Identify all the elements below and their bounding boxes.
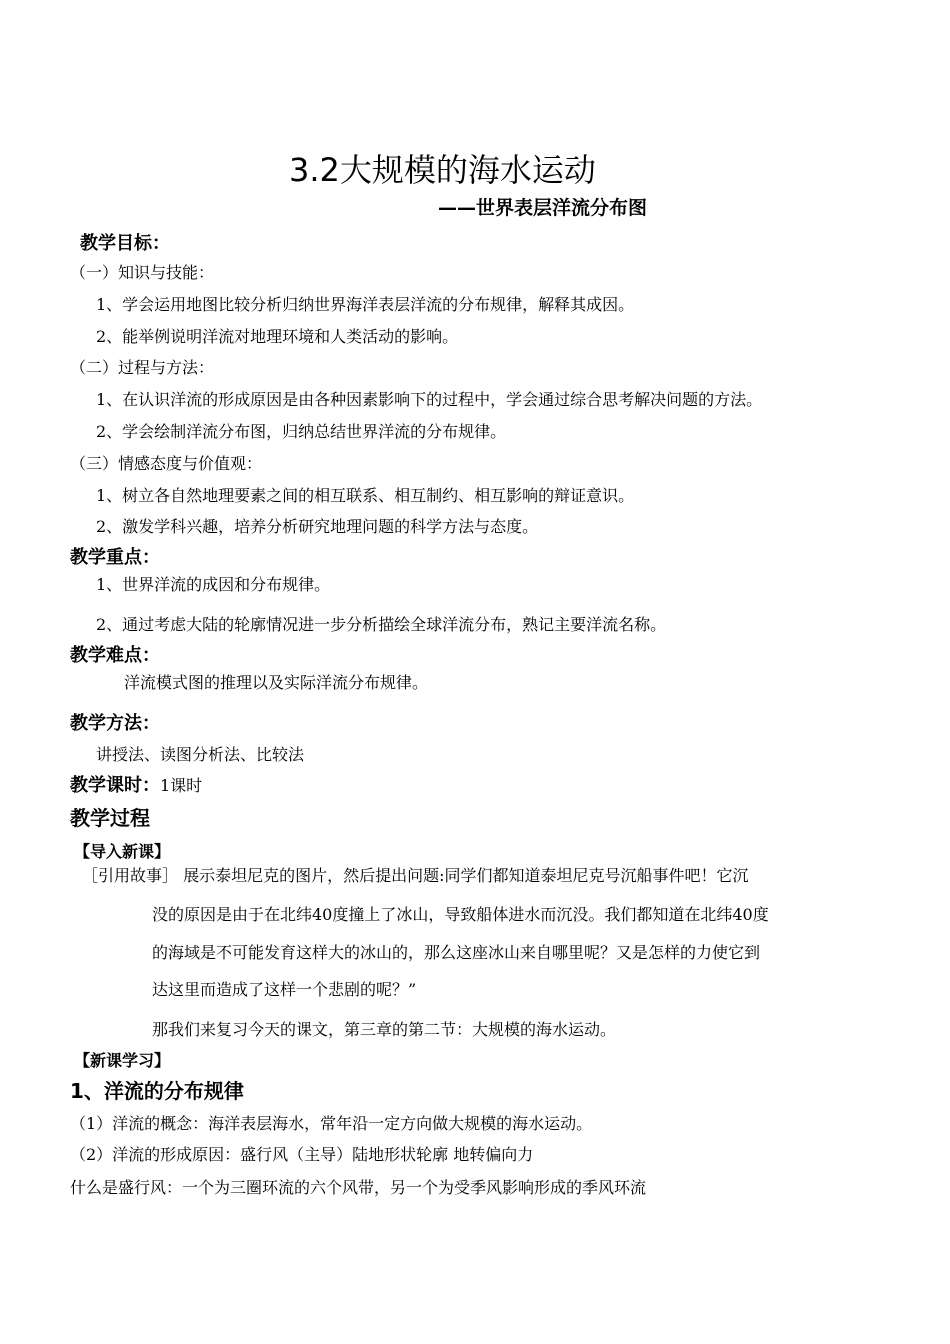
- key-point-2: 2、通过考虑大陆的轮廓情况进一步分析描绘全球洋流分布，熟记主要洋流名称。: [96, 615, 667, 634]
- story-line-1: ［引用故事］ 展示泰坦尼克的图片，然后提出问题:同学们都知道泰坦尼克号沉船事件吧！它沉: [82, 866, 749, 885]
- section-1-heading: 1、洋流的分布规律: [70, 1079, 244, 1103]
- review-text: 那我们来复习今天的课文，第三章的第二节：大规模的海水运动。: [152, 1020, 617, 1039]
- prevailing-wind-text: 什么是盛行风：一个为三圈环流的六个风带，另一个为受季风影响形成的季风环流: [70, 1178, 647, 1197]
- difficulties-text: 洋流模式图的推理以及实际洋流分布规律。: [124, 673, 429, 692]
- objective-3-item-2: 2、激发学科兴趣，培养分析研究地理问题的科学方法与态度。: [96, 517, 539, 536]
- concept-text: （1）洋流的概念：海洋表层海水，常年沿一定方向做大规模的海水运动。: [70, 1114, 593, 1133]
- hours-row: [70, 774, 202, 798]
- objective-2-item-1: 1、在认识洋流的形成原因是由各种因素影响下的过程中，学会通过综合思考解决问题的方法。: [96, 390, 763, 409]
- intro-heading: 【导入新课】: [74, 842, 171, 861]
- key-points-heading: 教学重点：: [70, 547, 160, 568]
- objectives-heading: 教学目标：: [80, 233, 170, 254]
- methods-heading: 教学方法：: [70, 713, 160, 734]
- process-heading: 教学过程: [70, 806, 150, 830]
- cause-text: （2）洋流的形成原因：盛行风（主导）陆地形状轮廓 地转偏向力: [70, 1145, 534, 1164]
- hours-value: 1课时: [160, 776, 203, 795]
- key-point-1: 1、世界洋流的成因和分布规律。: [96, 575, 331, 594]
- difficulties-heading: 教学难点：: [70, 645, 160, 666]
- page-title: 3.2大规模的海水运动: [289, 151, 596, 189]
- hours-label: 教学课时：: [70, 775, 160, 796]
- story-line-3: 的海域是不可能发育这样大的冰山的，那么这座冰山来自哪里呢？又是怎样的力使它到: [152, 943, 761, 962]
- story-line-2: 没的原因是由于在北纬40度撞上了冰山，导致船体进水而沉没。我们都知道在北纬40度: [152, 905, 769, 924]
- objective-2-heading: （二）过程与方法：: [70, 358, 215, 377]
- page-subtitle: ——世界表层洋流分布图: [438, 197, 648, 219]
- story-line-4: 达这里而造成了这样一个悲剧的呢？”: [152, 980, 417, 999]
- objective-2-item-2: 2、学会绘制洋流分布图，归纳总结世界洋流的分布规律。: [96, 422, 507, 441]
- objective-1-item-1: 1、学会运用地图比较分析归纳世界海洋表层洋流的分布规律，解释其成因。: [96, 295, 635, 314]
- objective-3-item-1: 1、树立各自然地理要素之间的相互联系、相互制约、相互影响的辩证意识。: [96, 486, 635, 505]
- objective-3-heading: （三）情感态度与价值观：: [70, 454, 263, 473]
- new-lesson-heading: 【新课学习】: [74, 1051, 171, 1070]
- objective-1-item-2: 2、能举例说明洋流对地理环境和人类活动的影响。: [96, 327, 459, 346]
- objective-1-heading: （一）知识与技能：: [70, 263, 215, 282]
- methods-text: 讲授法、读图分析法、比较法: [96, 745, 305, 764]
